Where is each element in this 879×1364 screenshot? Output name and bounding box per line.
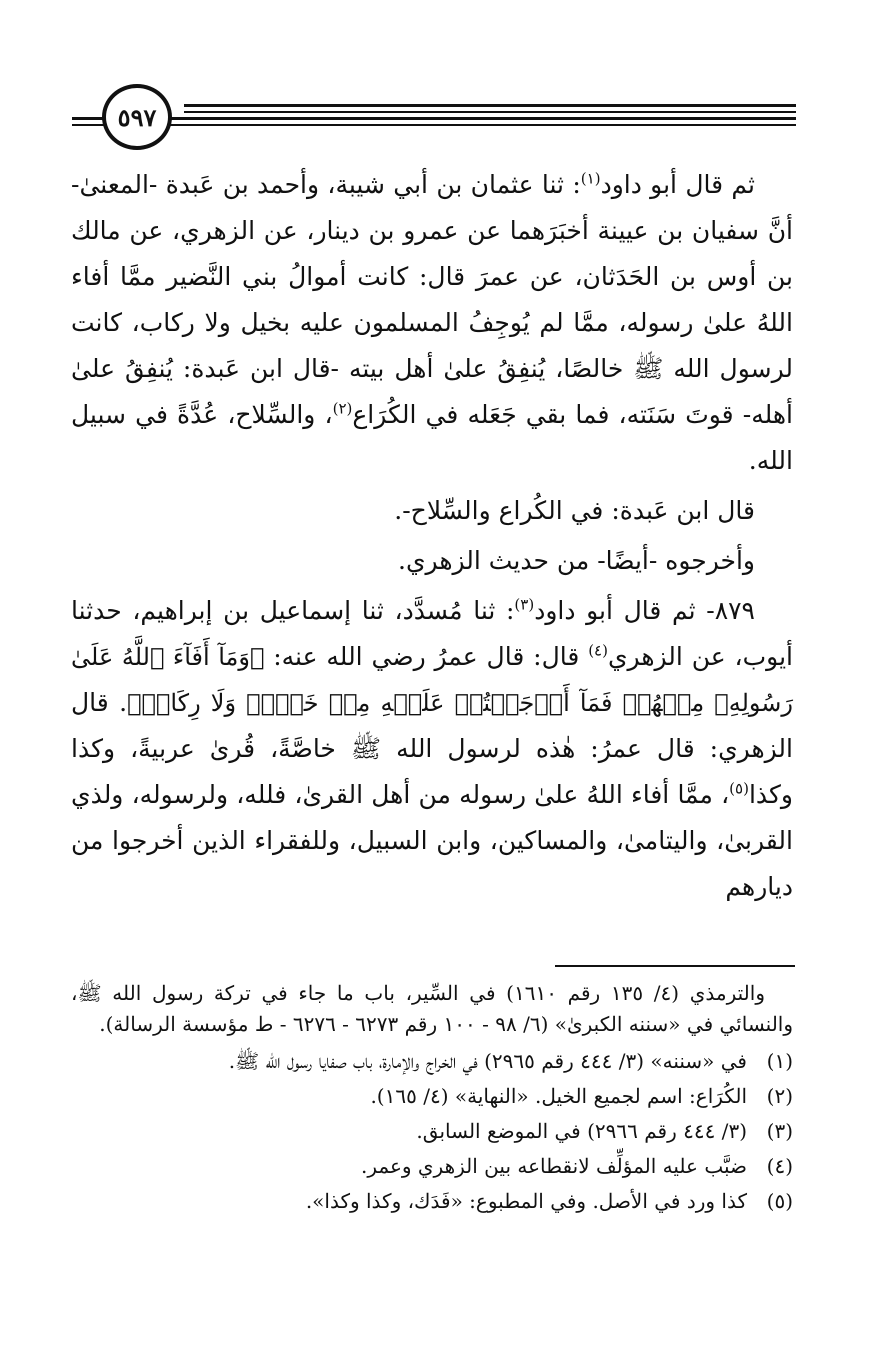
footnote-number: (٤) xyxy=(766,1154,793,1178)
body-paragraph xyxy=(71,588,793,910)
header-rule xyxy=(72,117,796,120)
text-run: : ثنا عثمان بن أبي شيبة، وأحمد بن عَبدة -المعنىٰ- أنَّ سفيان بن عيينة أخبَرَهما عن عمرو بن دينار، عن الزهري، عن مالك بن أوس بن الحَدَثان، عن عمرَ قال: كانت أموالُ بني النَّضير ممَّا أفاء اللهُ علىٰ رسوله، ممَّا لم يُوجِفُ المسلمون عليه بخيل ولا ركاب، كانت لرسول الله ﷺ خالصًا، يُنفِقُ علىٰ أهل بيته -قال ابن عَبدة: يُنفِقُ علىٰ أهله- قوتَ سَنَته، فما بقي جَعَله في الكُرَاع xyxy=(71,170,794,429)
body-paragraph xyxy=(71,538,793,584)
footnote xyxy=(71,1186,793,1217)
footnote-ref: (٥) xyxy=(729,779,749,798)
text-run: ٨٧٩- ثم قال أبو داود xyxy=(534,596,755,625)
footnote-text: الكُرَاع: اسم لجميع الخيل. «النهاية» (٤/ ١٦٥). xyxy=(370,1084,747,1108)
text-run: : ثنا مُسدَّد، ثنا إسماعيل بن إبراهيم، حدثنا أيوب، عن الزهري xyxy=(71,596,793,671)
footnote-text: في «سننه» (٣/ ٤٤٤ رقم ٢٩٦٥) في الخراج والإمارة، باب صفايا رسول الله ﷺ. xyxy=(228,1049,747,1073)
footnote-text: كذا ورد في الأصل. وفي المطبوع: «فَدَك، وكذا وكذا». xyxy=(305,1189,747,1213)
footnote-number: (٥) xyxy=(766,1189,793,1213)
body-paragraph xyxy=(71,162,793,484)
header-rule xyxy=(72,124,796,126)
text-run: قال: قال عمرُ رضي الله عنه: xyxy=(264,642,589,671)
footnote-ref: (٣) xyxy=(514,595,535,614)
footnote-separator xyxy=(555,965,795,967)
footnote xyxy=(71,1116,793,1147)
footnote-list xyxy=(71,1046,793,1217)
footnotes xyxy=(71,978,793,1221)
quran-quote: ﴿وَمَآ أَفَآءَ ٱللَّهُ عَلَىٰ رَسُولِهِۦ مِنۡهُمۡ فَمَآ أَوۡجَفۡتُمۡ عَلَيۡهِ مِنۡ خَيۡلٖ وَلَا رِكَابٖ﴾ xyxy=(71,643,793,717)
text-run: . قال الزهري: قال عمرُ: هٰذه لرسول الله ﷺ خاصَّةً، قُرىٰ عربيةً، وكذا وكذا xyxy=(71,688,793,809)
text-run: ثم قال أبو داود xyxy=(600,170,756,199)
footnote-text: ضبَّب عليه المؤلِّف لانقطاعه بين الزهري وعمر. xyxy=(361,1154,747,1178)
footnote-number: (٣) xyxy=(766,1119,793,1143)
footnote-ref: (٢) xyxy=(332,399,353,418)
main-text xyxy=(71,162,793,910)
footnote-continuation: والترمذي (٤/ ١٣٥ رقم ١٦١٠) في السِّير، باب ما جاء في تركة رسول الله ﷺ، والنسائي في «سننه الكبرىٰ» (٦/ ٩٨ - ١٠٠ رقم ٦٢٧٣ - ٦٢٧٦ - ط مؤسسة الرسالة). xyxy=(71,981,793,1036)
text-run: قال ابن عَبدة: في الكُراع والسِّلاح-. xyxy=(394,496,755,525)
footnote xyxy=(71,1081,793,1112)
text-run: ، والسِّلاح، عُدَّةً في سبيل الله. xyxy=(71,400,793,475)
footnote-ref: (٤) xyxy=(588,641,608,660)
header-rule xyxy=(184,111,796,113)
page-header xyxy=(72,84,796,150)
page-number: ٥٩٧ xyxy=(102,84,172,150)
footnote-ref: (١) xyxy=(580,169,601,188)
footnote xyxy=(71,1151,793,1182)
footnote-number: (٢) xyxy=(766,1084,793,1108)
text-run: وأخرجوه -أيضًا- من حديث الزهري. xyxy=(398,546,755,575)
body-paragraph xyxy=(71,488,793,534)
footnote xyxy=(71,1046,793,1077)
footnote-number: (١) xyxy=(766,1049,793,1073)
header-rule xyxy=(184,104,796,107)
footnote-text: (٣/ ٤٤٤ رقم ٢٩٦٦) في الموضع السابق. xyxy=(416,1119,747,1143)
text-run: ، ممَّا أفاء اللهُ علىٰ رسوله من أهل القرىٰ، فلله، ولرسوله، ولذي القربىٰ، واليتامىٰ، والمساكين، وابن السبيل، وللفقراء الذين أخرجوا من ديارهم xyxy=(71,780,793,901)
